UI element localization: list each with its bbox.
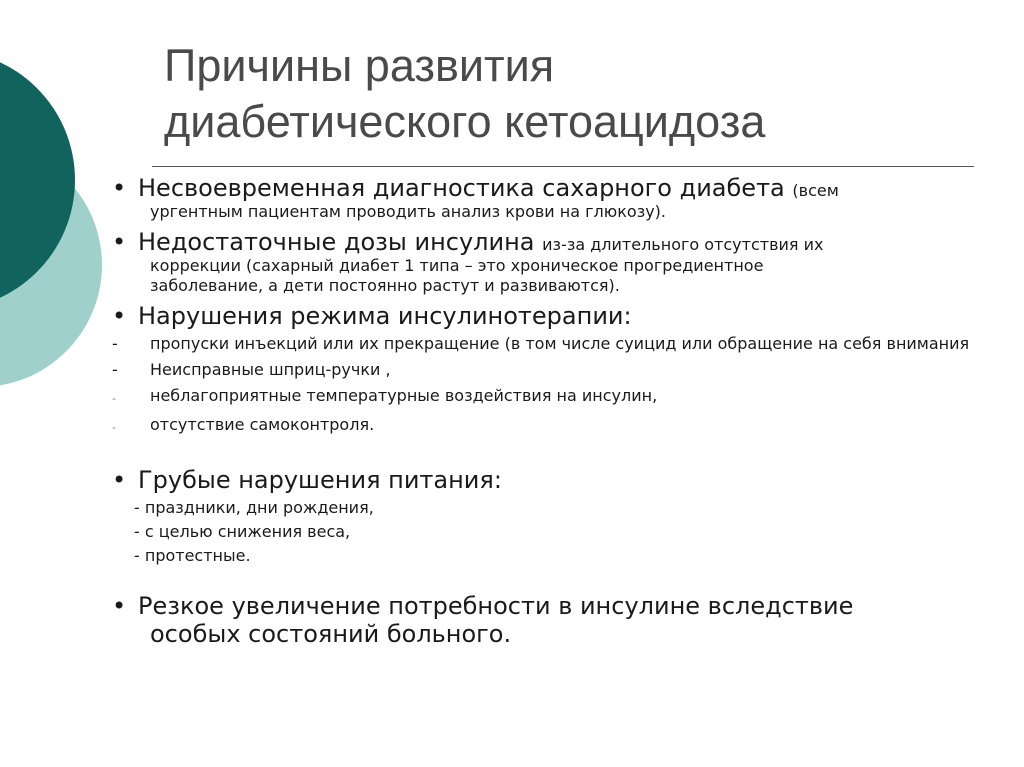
slide-content [112,172,992,648]
bullet-insufficient-doses-line-3: заболевание, а дети постоянно растут и развиваются). [150,276,620,295]
bullet-insufficient-doses: • Недостаточные дозы инсулина из-за длительного отсутствия их [112,228,824,256]
bullet-late-diagnosis-continuation: ургентным пациентам проводить анализ крови на глюкозу). [150,202,666,221]
bullet-insulin-demand: • Резкое увеличение потребности в инсулине вследствие [112,592,854,620]
sub-item: - неблагоприятные температурные воздействия на инсулин, [112,386,658,405]
sub-item: - Неисправные шприц-ручки , [112,360,391,379]
list-item: - с целью снижения веса, [134,522,351,541]
sub-item: - пропуски инъекций или их прекращение (в том числе суицид или обращение на себя внимания [112,334,970,353]
title-line-2: диабетического кетоацидоза [164,96,766,147]
bullet-insufficient-doses-line-2: коррекции (сахарный диабет 1 типа – это хроническое прогредиентное [150,256,764,275]
list-item: - протестные. [134,546,251,565]
bullet-therapy-violations: • Нарушения режима инсулинотерапии: [112,302,632,330]
bullet-nutrition-violations: • Грубые нарушения питания: [112,466,502,494]
sub-item: - отсутствие самоконтроля. [112,415,375,434]
slide-title [164,38,765,150]
decorative-circles [0,0,120,420]
list-item: - праздники, дни рождения, [134,498,374,517]
title-divider [152,166,974,167]
bullet-insulin-demand-continuation: особых состояний больного. [150,620,512,648]
bullet-late-diagnosis: • Несвоевременная диагностика сахарного диабета (всем [112,174,839,202]
title-line-1: Причины развития [164,40,555,91]
